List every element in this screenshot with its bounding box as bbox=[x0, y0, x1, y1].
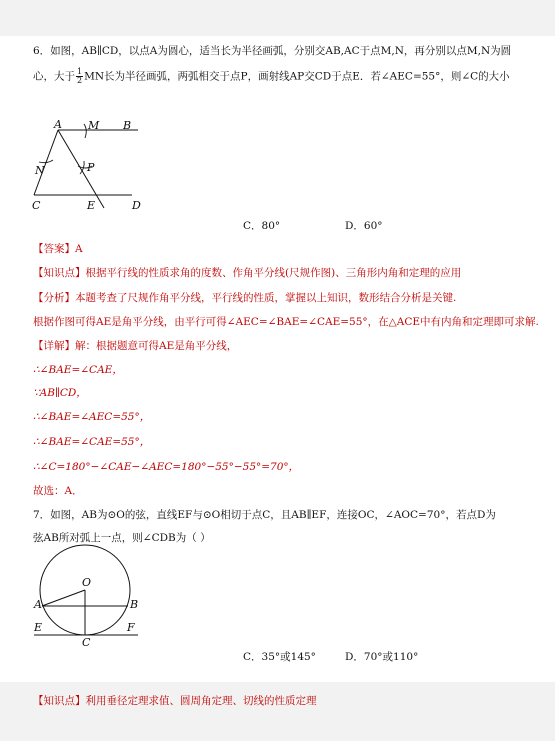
label-p: P bbox=[87, 161, 95, 174]
answer-label: 【答案】A bbox=[33, 243, 83, 255]
detail-heading: 【详解】解：根据题意可得AE是角平分线， bbox=[33, 340, 238, 352]
label-a: A bbox=[34, 598, 42, 611]
q7-stem-line2: 弦AB所对弧上一点，则∠CDB为（ ） bbox=[33, 532, 211, 544]
fraction-denominator: 2 bbox=[77, 76, 83, 85]
top-band bbox=[0, 0, 555, 36]
solution-step-5: ∴∠C=180°−∠CAE−∠AEC=180°−55°−55°=70°， bbox=[33, 461, 300, 473]
label-o: O bbox=[82, 576, 92, 589]
solution-step-4: ∴∠BAE=∠CAE=55°， bbox=[33, 436, 151, 448]
q7-figure bbox=[30, 558, 145, 649]
solution-step-1: ∴∠BAE=∠CAE， bbox=[33, 364, 123, 376]
q6-option-d: D．60° bbox=[345, 220, 383, 232]
final-choice: 故选：A． bbox=[33, 485, 83, 497]
label-n: N bbox=[35, 164, 45, 177]
half-fraction bbox=[76, 68, 83, 85]
label-e: E bbox=[34, 621, 43, 634]
arc-at-m bbox=[84, 124, 86, 138]
label-e: E bbox=[87, 199, 96, 212]
q7-stem-line1: 7．如图，AB为⊙O的弦，直线EF与⊙O相切于点C，且AB∥EF，连接OC，∠AOC=70°，若点D为 bbox=[33, 509, 496, 521]
q6-figure bbox=[28, 118, 158, 213]
label-f: F bbox=[127, 621, 135, 634]
q7-option-d: D．70°或110° bbox=[345, 651, 419, 663]
label-m: M bbox=[88, 119, 100, 132]
q6-option-c: C．80° bbox=[243, 220, 281, 232]
q6-stem-line1: 6．如图，AB∥CD，以点A为圆心，适当长为半径画弧，分别交AB,AC于点M,N，再分别以点M,N为圆 bbox=[33, 45, 512, 57]
bottom-band bbox=[0, 682, 555, 741]
label-c: C bbox=[32, 199, 41, 212]
radius-oa bbox=[42, 590, 85, 606]
q6-stem-line2-end: MN长为半径画弧，两弧相交于点P，画射线AP交CD于点E．若∠AEC=55°，则∠C的大小 bbox=[84, 70, 510, 83]
solution-step-2: ∵AB∥CD， bbox=[33, 387, 87, 399]
knowledge-point: 【知识点】根据平行线的性质求角的度数、作角平分线(尺规作图)、三角形内角和定理的应用 bbox=[33, 267, 462, 279]
label-c: C bbox=[82, 636, 91, 649]
fraction-numerator: 1 bbox=[77, 67, 83, 76]
ray-ap bbox=[58, 130, 104, 208]
q6-stem-line2 bbox=[33, 68, 510, 85]
analysis: 【分析】本题考查了尺规作角平分线，平行线的性质，掌握以上知识，数形结合分析是关键. bbox=[33, 292, 457, 304]
label-b: B bbox=[123, 119, 132, 132]
analysis-reason: 根据作图可得AE是角平分线，由平行可得∠AEC=∠BAE=∠CAE=55°，在△ACE中有内角和定理即可求解. bbox=[33, 316, 539, 328]
label-a: A bbox=[54, 118, 62, 131]
q7-option-c: C．35°或145° bbox=[243, 651, 316, 663]
q7-knowledge-point: 【知识点】利用垂径定理求值、圆周角定理、切线的性质定理 bbox=[33, 695, 317, 707]
label-d: D bbox=[132, 199, 141, 212]
solution-step-3: ∴∠BAE=∠AEC=55°， bbox=[33, 411, 151, 423]
label-b: B bbox=[130, 598, 139, 611]
q6-stem-line2-start: 心，大于 bbox=[33, 70, 75, 83]
